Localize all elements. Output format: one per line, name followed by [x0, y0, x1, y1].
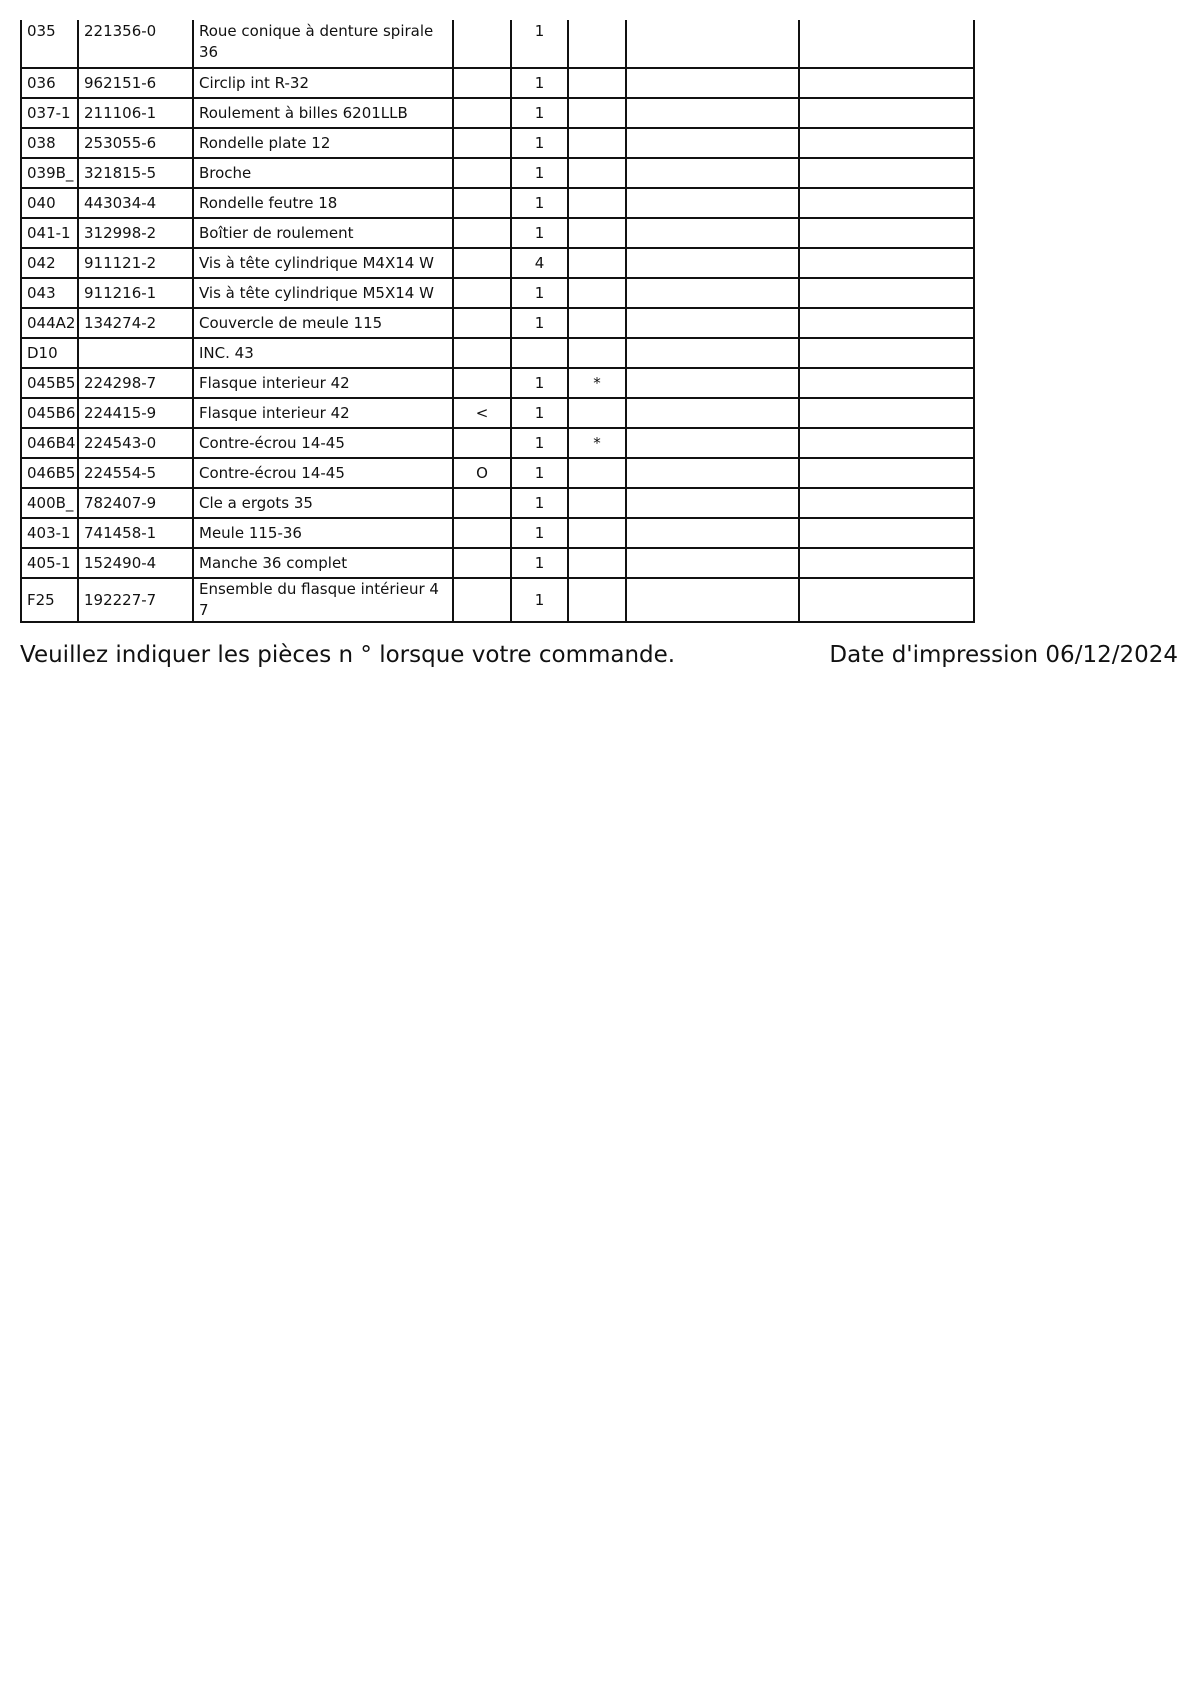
cell-mark — [453, 20, 511, 68]
cell-blank-b — [799, 218, 974, 248]
table-row — [21, 578, 974, 622]
cell-quantity: 1 — [511, 188, 568, 218]
cell-blank-b — [799, 68, 974, 98]
cell-description: Flasque interieur 42 — [193, 398, 453, 428]
cell-part-number: 224554-5 — [78, 458, 193, 488]
cell-flag — [568, 248, 626, 278]
cell-quantity: 1 — [511, 428, 568, 458]
table-row — [21, 338, 974, 368]
cell-mark — [453, 428, 511, 458]
cell-mark — [453, 488, 511, 518]
cell-mark: < — [453, 398, 511, 428]
cell-blank-a — [626, 398, 799, 428]
cell-part-number: 221356-0 — [78, 20, 193, 68]
cell-mark — [453, 518, 511, 548]
cell-blank-a — [626, 98, 799, 128]
cell-item-number: 039B_ — [21, 158, 78, 188]
table-row — [21, 188, 974, 218]
cell-blank-a — [626, 68, 799, 98]
table-row — [21, 548, 974, 578]
cell-blank-a — [626, 308, 799, 338]
cell-part-number: 192227-7 — [78, 578, 193, 622]
cell-flag — [568, 278, 626, 308]
cell-item-number: D10 — [21, 338, 78, 368]
cell-flag — [568, 218, 626, 248]
cell-mark — [453, 68, 511, 98]
cell-blank-a — [626, 578, 799, 622]
cell-mark — [453, 218, 511, 248]
cell-blank-a — [626, 518, 799, 548]
cell-blank-b — [799, 548, 974, 578]
cell-flag — [568, 158, 626, 188]
cell-mark — [453, 308, 511, 338]
table-row — [21, 368, 974, 398]
cell-flag — [568, 578, 626, 622]
cell-blank-a — [626, 548, 799, 578]
table-row — [21, 68, 974, 98]
table-row — [21, 98, 974, 128]
cell-part-number: 962151-6 — [78, 68, 193, 98]
cell-item-number: 041-1 — [21, 218, 78, 248]
table-row — [21, 488, 974, 518]
cell-flag — [568, 188, 626, 218]
cell-mark — [453, 278, 511, 308]
cell-quantity: 1 — [511, 398, 568, 428]
cell-blank-b — [799, 278, 974, 308]
cell-description: Boîtier de roulement — [193, 218, 453, 248]
cell-blank-b — [799, 20, 974, 68]
cell-description: Meule 115-36 — [193, 518, 453, 548]
table-row — [21, 428, 974, 458]
cell-part-number: 321815-5 — [78, 158, 193, 188]
cell-item-number: 046B5 — [21, 458, 78, 488]
cell-flag — [568, 458, 626, 488]
cell-flag — [568, 488, 626, 518]
cell-description: Manche 36 complet — [193, 548, 453, 578]
cell-blank-b — [799, 128, 974, 158]
cell-part-number: 211106-1 — [78, 98, 193, 128]
cell-blank-b — [799, 98, 974, 128]
table-row — [21, 248, 974, 278]
cell-part-number: 443034-4 — [78, 188, 193, 218]
cell-item-number: 043 — [21, 278, 78, 308]
cell-quantity: 4 — [511, 248, 568, 278]
cell-part-number: 152490-4 — [78, 548, 193, 578]
cell-blank-a — [626, 458, 799, 488]
cell-blank-a — [626, 428, 799, 458]
cell-mark — [453, 338, 511, 368]
cell-flag — [568, 308, 626, 338]
cell-part-number: 312998-2 — [78, 218, 193, 248]
cell-flag: * — [568, 368, 626, 398]
cell-mark — [453, 548, 511, 578]
parts-table — [20, 20, 975, 623]
cell-item-number: 035 — [21, 20, 78, 68]
cell-mark — [453, 128, 511, 158]
cell-description: Contre-écrou 14-45 — [193, 458, 453, 488]
cell-part-number: 224543-0 — [78, 428, 193, 458]
cell-blank-b — [799, 458, 974, 488]
cell-quantity: 1 — [511, 308, 568, 338]
cell-blank-b — [799, 398, 974, 428]
cell-item-number: 040 — [21, 188, 78, 218]
cell-quantity: 1 — [511, 68, 568, 98]
cell-quantity: 1 — [511, 518, 568, 548]
table-row — [21, 218, 974, 248]
cell-blank-a — [626, 128, 799, 158]
cell-item-number: 400B_ — [21, 488, 78, 518]
cell-blank-a — [626, 20, 799, 68]
cell-flag — [568, 398, 626, 428]
cell-mark — [453, 98, 511, 128]
cell-blank-a — [626, 368, 799, 398]
cell-quantity: 1 — [511, 548, 568, 578]
cell-description: Broche — [193, 158, 453, 188]
cell-part-number — [78, 338, 193, 368]
table-row — [21, 398, 974, 428]
cell-part-number: 911121-2 — [78, 248, 193, 278]
cell-description: Circlip int R-32 — [193, 68, 453, 98]
cell-item-number: F25 — [21, 578, 78, 622]
cell-part-number: 741458-1 — [78, 518, 193, 548]
cell-item-number: 045B5 — [21, 368, 78, 398]
cell-item-number: 045B6 — [21, 398, 78, 428]
table-row — [21, 20, 974, 68]
cell-blank-b — [799, 338, 974, 368]
parts-table-body — [21, 20, 974, 622]
cell-blank-b — [799, 488, 974, 518]
cell-quantity: 1 — [511, 278, 568, 308]
cell-blank-a — [626, 188, 799, 218]
cell-mark: O — [453, 458, 511, 488]
cell-item-number: 038 — [21, 128, 78, 158]
cell-quantity: 1 — [511, 20, 568, 68]
cell-quantity: 1 — [511, 158, 568, 188]
cell-flag — [568, 98, 626, 128]
cell-item-number: 042 — [21, 248, 78, 278]
cell-description: Contre-écrou 14-45 — [193, 428, 453, 458]
cell-flag — [568, 128, 626, 158]
table-row — [21, 158, 974, 188]
cell-blank-a — [626, 248, 799, 278]
cell-item-number: 403-1 — [21, 518, 78, 548]
cell-description: Cle a ergots 35 — [193, 488, 453, 518]
cell-part-number: 911216-1 — [78, 278, 193, 308]
cell-part-number: 224298-7 — [78, 368, 193, 398]
table-row — [21, 458, 974, 488]
cell-flag — [568, 548, 626, 578]
cell-item-number: 037-1 — [21, 98, 78, 128]
cell-blank-b — [799, 518, 974, 548]
cell-item-number: 046B4 — [21, 428, 78, 458]
cell-mark — [453, 578, 511, 622]
cell-description: Roulement à billes 6201LLB — [193, 98, 453, 128]
cell-description: Vis à tête cylindrique M5X14 W — [193, 278, 453, 308]
cell-item-number: 044A2 — [21, 308, 78, 338]
cell-quantity: 1 — [511, 458, 568, 488]
cell-description: Roue conique à denture spirale 36 — [193, 20, 453, 68]
table-row — [21, 128, 974, 158]
cell-blank-b — [799, 188, 974, 218]
table-row — [21, 308, 974, 338]
cell-blank-a — [626, 488, 799, 518]
cell-description: Rondelle plate 12 — [193, 128, 453, 158]
cell-item-number: 405-1 — [21, 548, 78, 578]
cell-item-number: 036 — [21, 68, 78, 98]
cell-flag — [568, 518, 626, 548]
cell-mark — [453, 368, 511, 398]
cell-description: Vis à tête cylindrique M4X14 W — [193, 248, 453, 278]
cell-part-number: 782407-9 — [78, 488, 193, 518]
cell-part-number: 253055-6 — [78, 128, 193, 158]
cell-quantity: 1 — [511, 368, 568, 398]
cell-blank-b — [799, 428, 974, 458]
cell-flag — [568, 20, 626, 68]
cell-flag — [568, 338, 626, 368]
cell-flag — [568, 68, 626, 98]
cell-description: Rondelle feutre 18 — [193, 188, 453, 218]
cell-quantity: 1 — [511, 488, 568, 518]
cell-quantity: 1 — [511, 218, 568, 248]
order-instruction-note: Veuillez indiquer les pièces n ° lorsque votre commande. — [20, 642, 676, 668]
cell-blank-b — [799, 578, 974, 622]
cell-quantity: 1 — [511, 128, 568, 158]
cell-blank-a — [626, 158, 799, 188]
cell-blank-b — [799, 158, 974, 188]
cell-blank-a — [626, 218, 799, 248]
cell-quantity: 1 — [511, 98, 568, 128]
cell-blank-b — [799, 368, 974, 398]
cell-description: Flasque interieur 42 — [193, 368, 453, 398]
cell-description: INC. 43 — [193, 338, 453, 368]
cell-quantity — [511, 338, 568, 368]
cell-mark — [453, 248, 511, 278]
cell-description: Couvercle de meule 115 — [193, 308, 453, 338]
cell-part-number: 224415-9 — [78, 398, 193, 428]
table-row — [21, 278, 974, 308]
print-date: Date d'impression 06/12/2024 — [829, 642, 1178, 668]
cell-blank-a — [626, 278, 799, 308]
cell-mark — [453, 158, 511, 188]
cell-blank-b — [799, 248, 974, 278]
cell-blank-b — [799, 308, 974, 338]
cell-quantity: 1 — [511, 578, 568, 622]
cell-part-number: 134274-2 — [78, 308, 193, 338]
cell-flag: * — [568, 428, 626, 458]
table-row — [21, 518, 974, 548]
cell-mark — [453, 188, 511, 218]
cell-blank-a — [626, 338, 799, 368]
cell-description: Ensemble du flasque intérieur 47 — [193, 578, 453, 622]
